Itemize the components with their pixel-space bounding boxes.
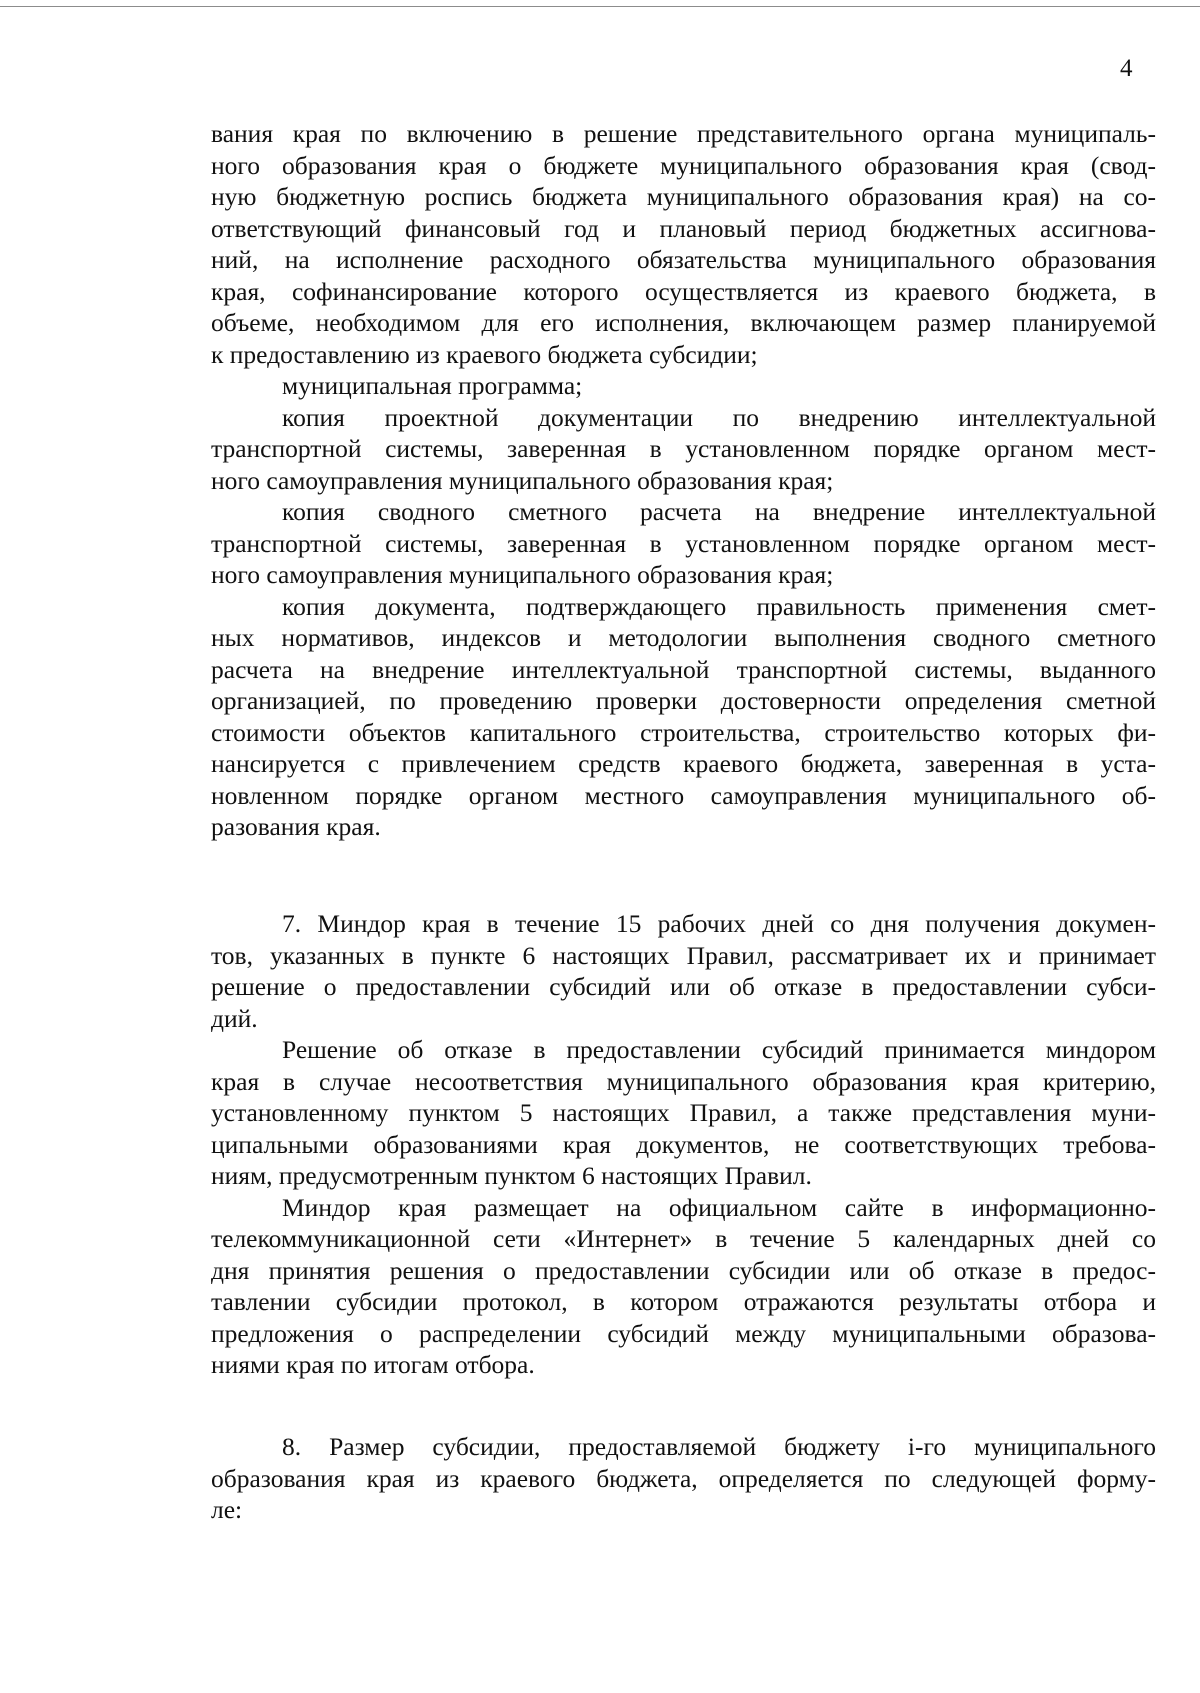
text-line: Решение об отказе в предоставлении субсидий принимается миндором xyxy=(282,1035,1156,1064)
text-block-documents-list xyxy=(211,118,1156,843)
text-line: ного самоуправления муниципального образования края; xyxy=(211,560,834,589)
text-line: стоимости объектов капитального строительства, строительство которых фи- xyxy=(211,717,1156,747)
text-line: решение о предоставлении субсидий или об отказе в предоставлении субси- xyxy=(211,972,1156,1001)
text-line: разования края. xyxy=(211,812,381,841)
text-line: транспортной системы, заверенная в установленном порядке органом мест- xyxy=(211,434,1156,463)
text-line: ного самоуправления муниципального образования края; xyxy=(211,465,834,495)
text-line: новленном порядке органом местного самоуправления муниципального об- xyxy=(211,780,1156,810)
text-line: края в случае несоответствия муниципального образования края критерию, xyxy=(211,1066,1156,1096)
text-line: транспортной системы, заверенная в установленном порядке органом мест- xyxy=(211,528,1156,558)
text-line: копия документа, подтверждающего правильность применения смет- xyxy=(282,591,1156,621)
text-line: вания края по включению в решение представительного органа муниципаль- xyxy=(211,119,1156,148)
text-line: к предоставлению из краевого бюджета субсидии; xyxy=(211,339,758,369)
text-line: дня принятия решения о предоставлении субсидии или об отказе в предос- xyxy=(211,1255,1156,1285)
text-line: ных нормативов, индексов и методологии выполнения сводного сметного xyxy=(211,623,1156,652)
text-line: копия проектной документации по внедрению интеллектуальной xyxy=(282,402,1156,432)
text-line: тов, указанных в пункте 6 настоящих Правил, рассматривает их и принимает xyxy=(211,940,1156,970)
text-line: образования края из краевого бюджета, определяется по следующей форму- xyxy=(211,1463,1156,1493)
text-line: предложения о распределении субсидий между муниципальными образова- xyxy=(211,1318,1156,1348)
text-line: организацией, по проведению проверки достоверности определения сметной xyxy=(211,686,1156,715)
text-line: муниципальная программа; xyxy=(282,371,583,400)
text-line: ниями края по итогам отбора. xyxy=(211,1350,535,1379)
text-line: Миндор края размещает на официальном сайте в информационно- xyxy=(282,1192,1156,1222)
text-line: копия сводного сметного расчета на внедрение интеллектуальной xyxy=(282,497,1156,526)
text-line: ле: xyxy=(211,1495,243,1524)
text-line: объеме, необходимом для его исполнения, включающем размер планируемой xyxy=(211,308,1156,337)
text-line: ципальными образованиями края документов, не соответствующих требова- xyxy=(211,1129,1156,1159)
text-block-paragraph-8 xyxy=(211,1431,1156,1526)
text-line: дий. xyxy=(211,1003,258,1033)
text-line: края, софинансирование которого осуществляется из краевого бюджета, в xyxy=(211,276,1156,306)
text-line: установленному пунктом 5 настоящих Правил, а также представления муни- xyxy=(211,1098,1156,1127)
text-block-paragraph-7 xyxy=(211,908,1156,1381)
scan-top-edge-line xyxy=(0,6,1200,7)
text-line: нансируется с привлечением средств краевого бюджета, заверенная в уста- xyxy=(211,749,1156,778)
text-line: ниям, предусмотренным пунктом 6 настоящих Правил. xyxy=(211,1161,812,1190)
text-line: 8. Размер субсидии, предоставляемой бюджету i-го муниципального xyxy=(282,1432,1156,1461)
text-line: ную бюджетную роспись бюджета муниципального образования края) на со- xyxy=(211,182,1156,211)
page-number: 4 xyxy=(1120,55,1133,82)
text-line: 7. Миндор края в течение 15 рабочих дней со дня получения докумен- xyxy=(282,909,1156,938)
text-line: расчета на внедрение интеллектуальной транспортной системы, выданного xyxy=(211,654,1156,684)
text-line: тавлении субсидии протокол, в котором отражаются результаты отбора и xyxy=(211,1287,1156,1316)
text-line: телекоммуникационной сети «Интернет» в течение 5 календарных дней со xyxy=(211,1224,1156,1253)
text-line: ний, на исполнение расходного обязательства муниципального образования xyxy=(211,245,1156,274)
text-line: ного образования края о бюджете муниципального образования края (свод- xyxy=(211,150,1156,180)
text-line: ответствующий финансовый год и плановый период бюджетных ассигнова- xyxy=(211,213,1156,243)
